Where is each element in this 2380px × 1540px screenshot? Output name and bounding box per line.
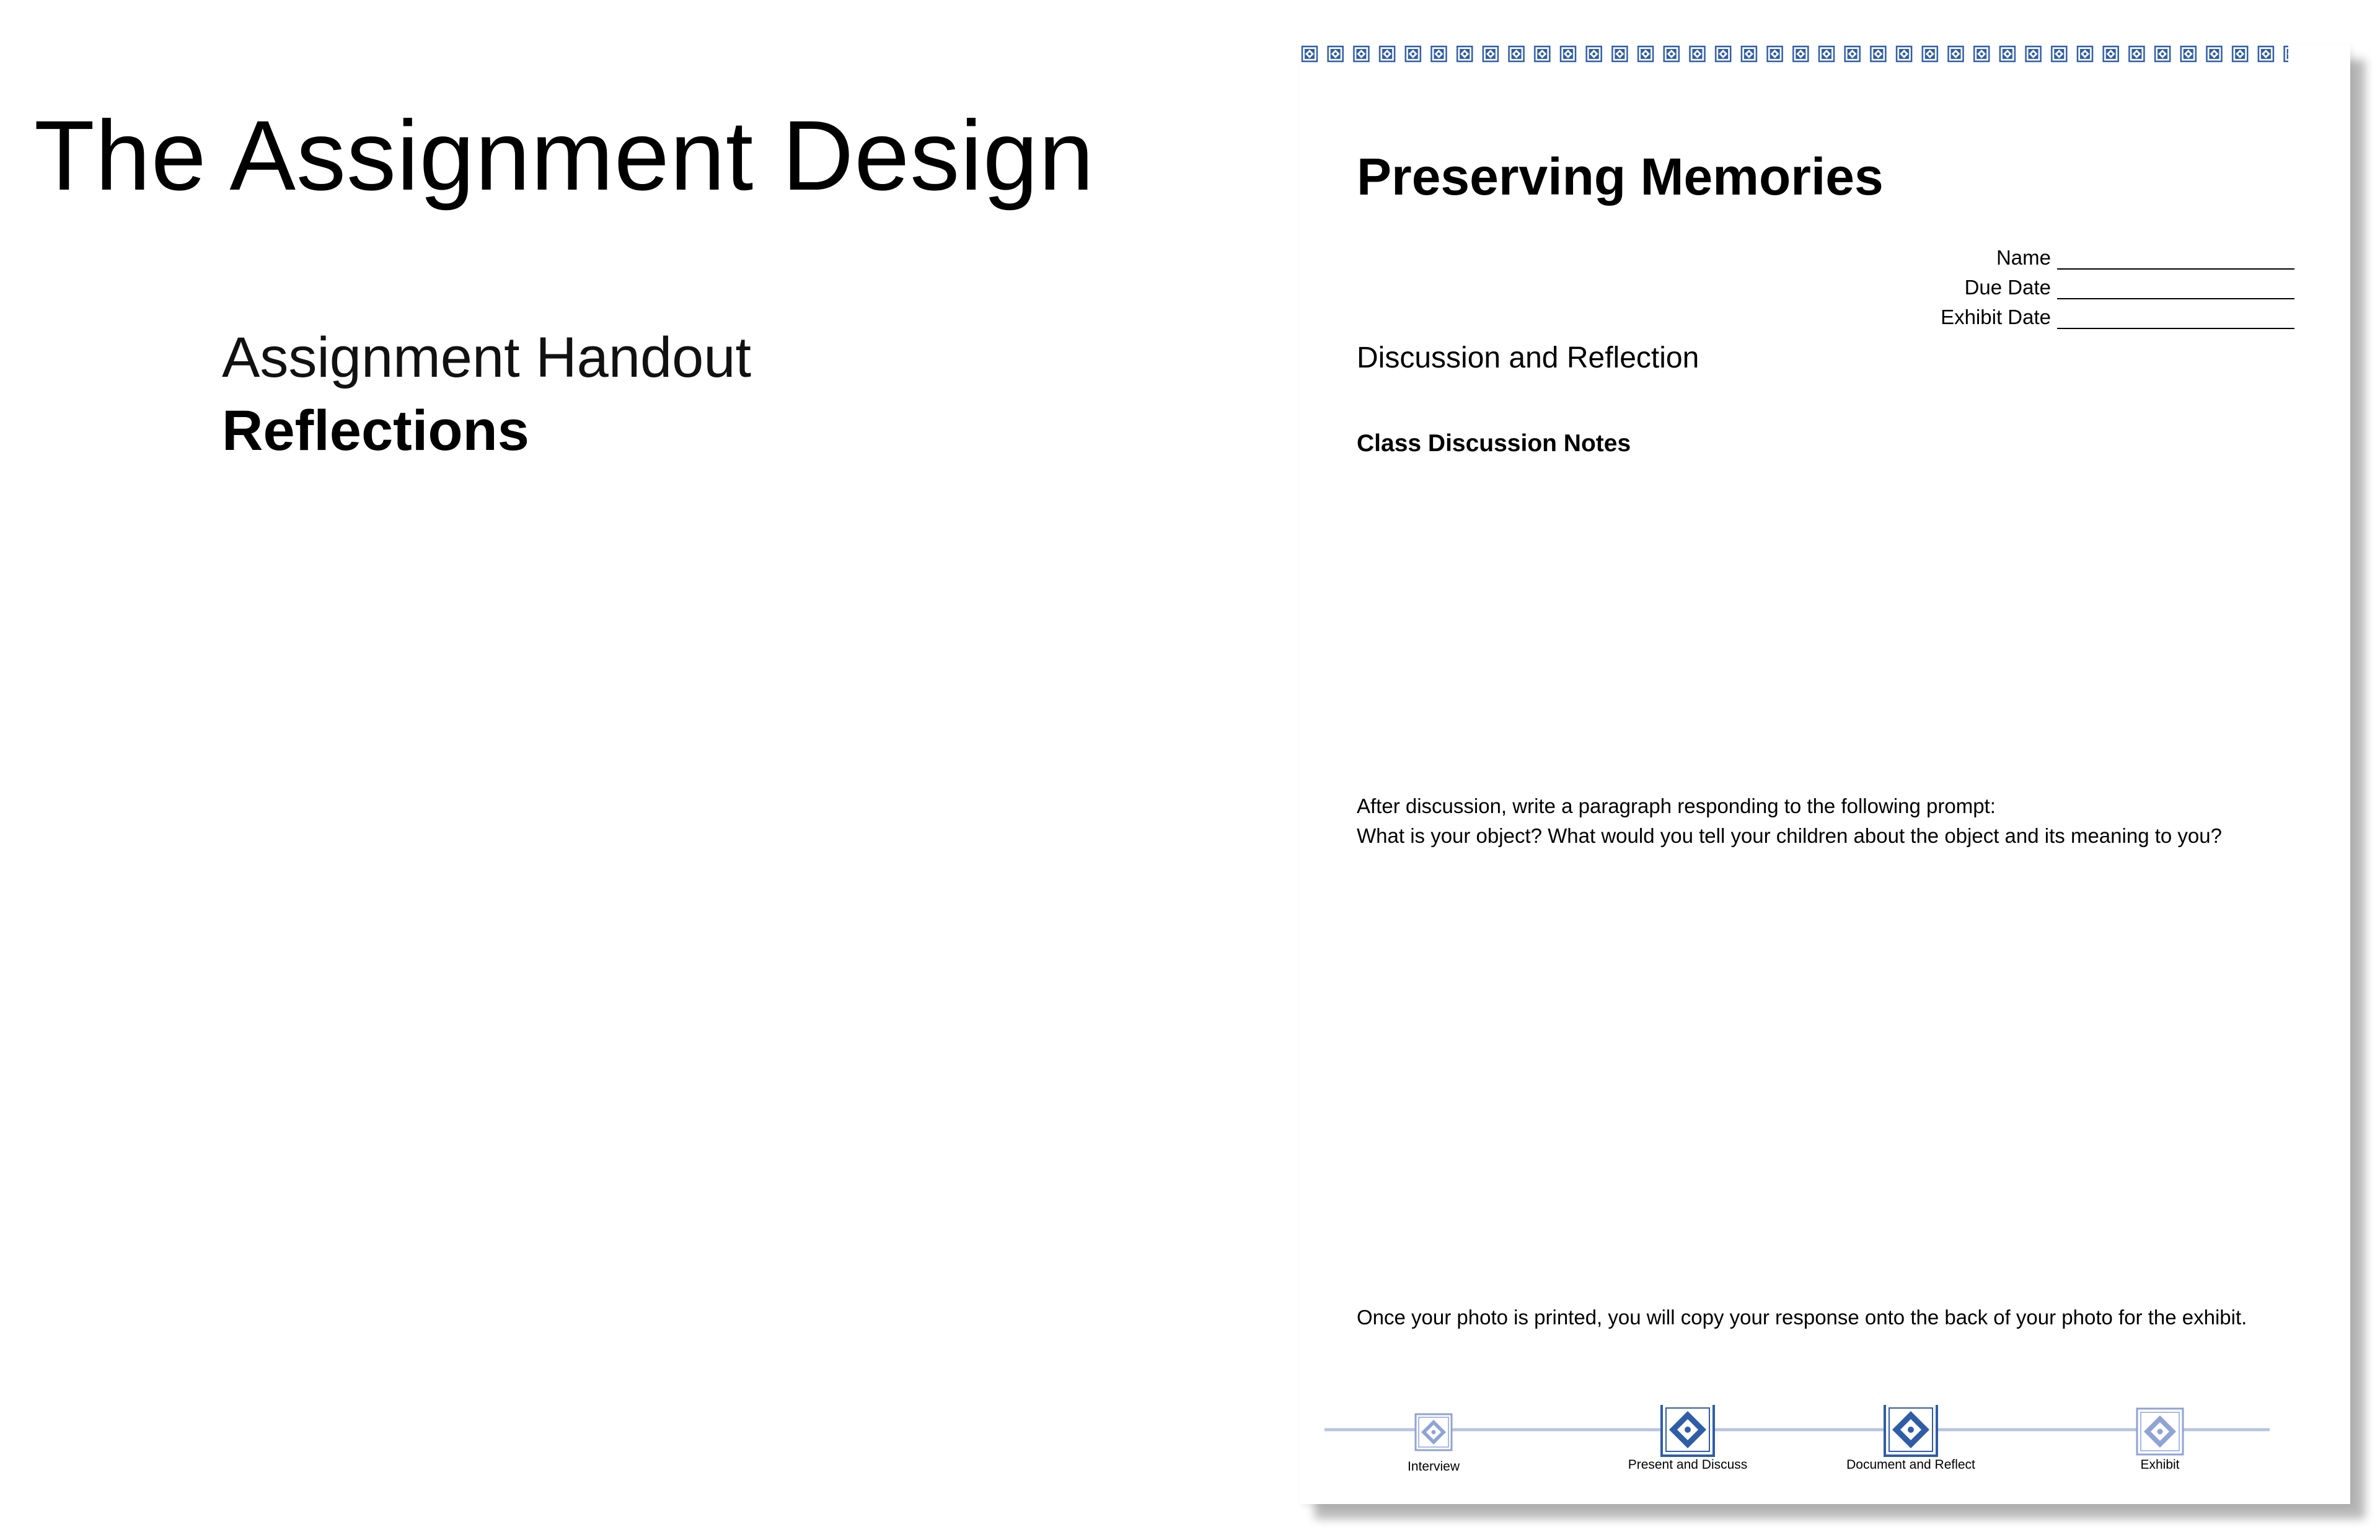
exhibit-date-label: Exhibit Date <box>1941 306 2051 328</box>
step-label-present-discuss: Present and Discuss <box>1628 1458 1748 1472</box>
prompt-question: What is your object? What would you tell your children about the object and its meaning to you? <box>1357 824 2222 847</box>
due-date-blank[interactable] <box>2057 279 2294 299</box>
name-field[interactable] <box>1996 246 2294 270</box>
slide-subtitle-bold: Reflections <box>222 399 529 462</box>
prompt-block <box>1357 791 2311 851</box>
step-label-exhibit: Exhibit <box>2140 1458 2180 1472</box>
closing-note: Once your photo is printed, you will copy your response onto the back of your photo for the exhibit. <box>1357 1306 2247 1329</box>
name-blank[interactable] <box>2057 250 2294 270</box>
name-label: Name <box>1996 246 2051 269</box>
step-label-document-reflect: Document and Reflect <box>1846 1458 1975 1472</box>
handout-title: Preserving Memories <box>1357 147 1884 206</box>
decorative-border <box>1300 45 2350 63</box>
exhibit-icon <box>2137 1409 2183 1454</box>
present-discuss-icon <box>1662 1405 1714 1456</box>
prompt-intro: After discussion, write a paragraph responding to the following prompt: <box>1357 794 1996 817</box>
interview-icon <box>1416 1414 1452 1450</box>
slide-title: The Assignment Design <box>34 100 1095 211</box>
section-heading: Discussion and Reflection <box>1357 341 1699 374</box>
document-reflect-icon <box>1885 1405 1937 1456</box>
handout-page <box>1300 45 2350 1504</box>
process-timeline <box>1300 1405 2350 1504</box>
exhibit-date-blank[interactable] <box>2057 309 2294 329</box>
exhibit-date-field[interactable] <box>1941 306 2294 329</box>
due-date-field[interactable] <box>1965 276 2294 299</box>
timeline-graphic <box>1300 1405 2350 1458</box>
step-label-interview: Interview <box>1407 1459 1460 1474</box>
notes-heading: Class Discussion Notes <box>1357 430 1631 457</box>
slide-subtitle: Assignment Handout <box>222 326 752 389</box>
due-date-label: Due Date <box>1964 276 2051 299</box>
